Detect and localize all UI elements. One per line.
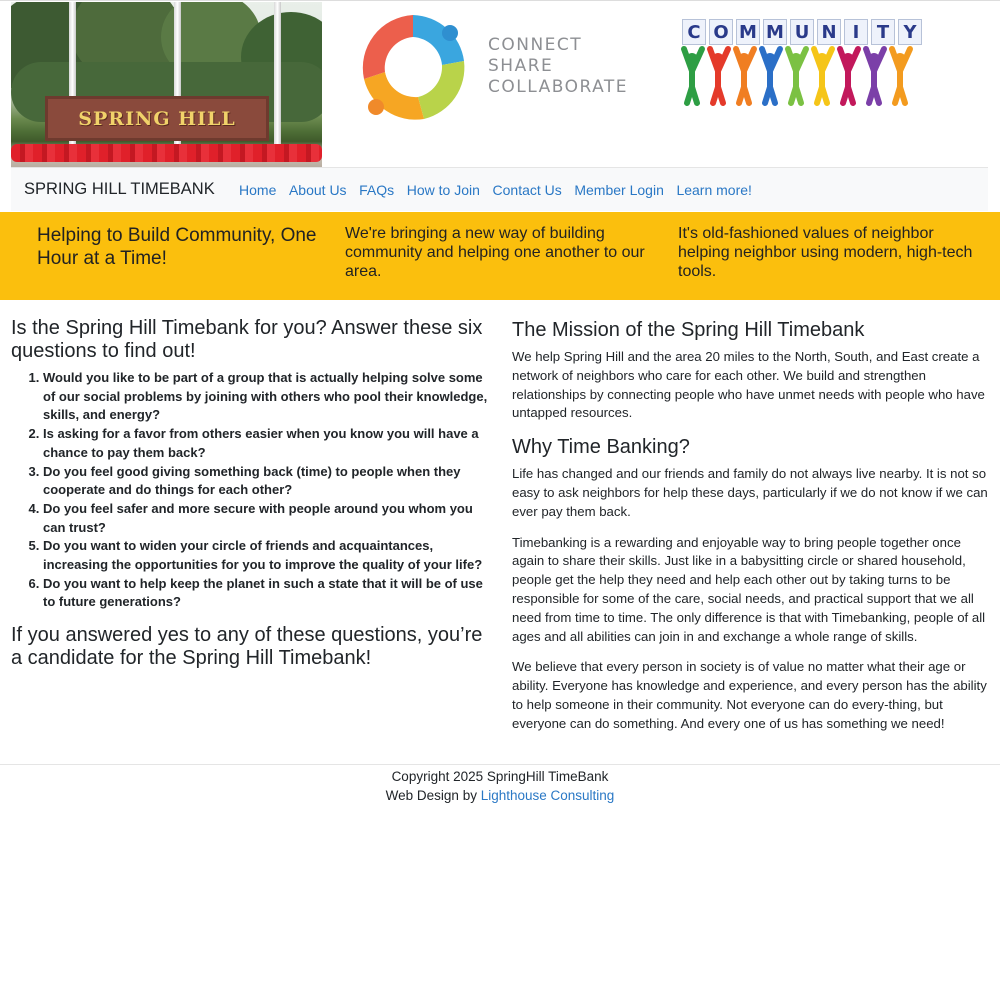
quiz-question: 3. Do you feel good giving something back (time) to people when they cooperate and do things for each other? — [43, 463, 491, 500]
nav-link-learn-more[interactable]: Learn more! — [676, 181, 752, 198]
community-letter: Y — [898, 19, 922, 45]
nav-link-contact-us[interactable]: Contact Us — [492, 181, 562, 198]
community-letter: U — [790, 19, 814, 45]
why-paragraph: Timebanking is a rewarding and enjoyable way to bring people together once again to share their skills. Just like in a babysitting circle or shared household, people get the help they need and help each other out by taking turns to be responsible for some of the care, social needs, and practical support that we all need from time to time. The only difference is that with Timebanking, people of all ages and all abilities can join in and exchange a whole range of skills. — [512, 534, 986, 644]
logo-tagline — [488, 35, 628, 98]
connect-share-collaborate-logo — [352, 9, 632, 129]
flower-bed — [11, 144, 322, 162]
quiz-question: 4. Do you feel safer and more secure with people around you whom you can trust? — [43, 500, 491, 537]
nav-link-faqs[interactable]: FAQs — [359, 181, 395, 198]
header-banner — [0, 0, 1000, 167]
community-letter: C — [682, 19, 706, 45]
community-letter: I — [844, 19, 868, 45]
mission-section — [512, 318, 990, 746]
nav-links — [233, 182, 759, 198]
community-logo — [676, 15, 928, 111]
tagline-headline: Helping to Build Community, One Hour at a Time! — [37, 225, 317, 269]
nav-link-how-to-join[interactable]: How to Join — [406, 181, 480, 198]
page-footer — [0, 764, 1000, 805]
footer-copyright: Copyright 2025 SpringHill TimeBank — [391, 769, 609, 784]
community-letter: M — [763, 19, 787, 45]
logo-word-share: SHARE — [488, 56, 554, 76]
footer-design-link[interactable]: Lighthouse Consulting — [480, 788, 615, 803]
quiz-section — [11, 317, 491, 670]
community-letter: T — [871, 19, 895, 45]
footer-credit — [0, 786, 1000, 805]
quiz-question: 6. Do you want to help keep the planet in such a state that it will be of use to future generations? — [43, 575, 491, 612]
quiz-conclusion: If you answered yes to any of these questions, you’re a candidate for the Spring Hill Timebank! — [11, 624, 483, 670]
community-letter: M — [736, 19, 760, 45]
logo-word-connect: CONNECT — [488, 35, 583, 55]
nav-link-home[interactable]: Home — [239, 181, 277, 198]
quiz-question: 1. Would you like to be part of a group that is actually helping solve some of our social problems by joining with others who pool their knowledge, skills, and energy? — [43, 369, 491, 425]
people-figures-icon — [680, 45, 926, 107]
quiz-heading: Is the Spring Hill Timebank for you? Answer these six questions to find out! — [11, 317, 483, 362]
quiz-question-list — [43, 369, 491, 612]
quiz-question: 2. Is asking for a favor from others easier when you know you will have a chance to pay them back? — [43, 425, 491, 462]
community-letter: O — [709, 19, 733, 45]
mission-text: We help Spring Hill and the area 20 miles to the North, South, and East create a network of neighbors who care for each other. We build and strengthen relationships by connecting people who have unmet needs with people who have untapped resources. — [512, 349, 985, 421]
mission-heading: The Mission of the Spring Hill Timebank — [512, 319, 865, 341]
community-letters — [682, 19, 922, 45]
why-timebanking-heading: Why Time Banking? — [512, 436, 690, 459]
hands-circle-icon — [354, 9, 472, 127]
community-letter: N — [817, 19, 841, 45]
tagline-old-fashioned-values: It's old-fashioned values of neighbor helping neighbor using modern, high-tech tools. — [678, 225, 973, 280]
navbar-brand[interactable]: SPRING HILL TIMEBANK — [24, 180, 215, 198]
nav-link-about-us[interactable]: About Us — [288, 181, 347, 198]
tagline-new-way: We're bringing a new way of building community and helping one another to our area. — [345, 225, 645, 280]
nav-link-member-login[interactable]: Member Login — [574, 181, 664, 198]
spring-hill-sign-photo — [11, 2, 322, 168]
tagline-band — [0, 212, 1000, 300]
why-paragraph: Life has changed and our friends and family do not always live nearby. It is not so easy to ask neighbors for help these days, particularly if we do not know if we can ever pay them back. — [512, 466, 988, 519]
main-navbar — [11, 167, 988, 211]
why-paragraph: We believe that every person in society is of value no matter what their age or ability. Everyone has knowledge and experience, and every person has the ability to help someone in their community. Not everyone can do every-thing, but everyone can do something. And every one of us has something we need! — [512, 659, 987, 731]
spring-hill-sign — [45, 96, 269, 141]
quiz-question: 5. Do you want to widen your circle of friends and acquaintances, increasing the opportunities for you to improve the quality of your life? — [43, 537, 491, 574]
logo-word-collaborate: COLLABORATE — [488, 77, 629, 97]
footer-credit-prefix: Web Design by — [385, 788, 477, 803]
sign-text: SPRING HILL — [78, 107, 236, 130]
